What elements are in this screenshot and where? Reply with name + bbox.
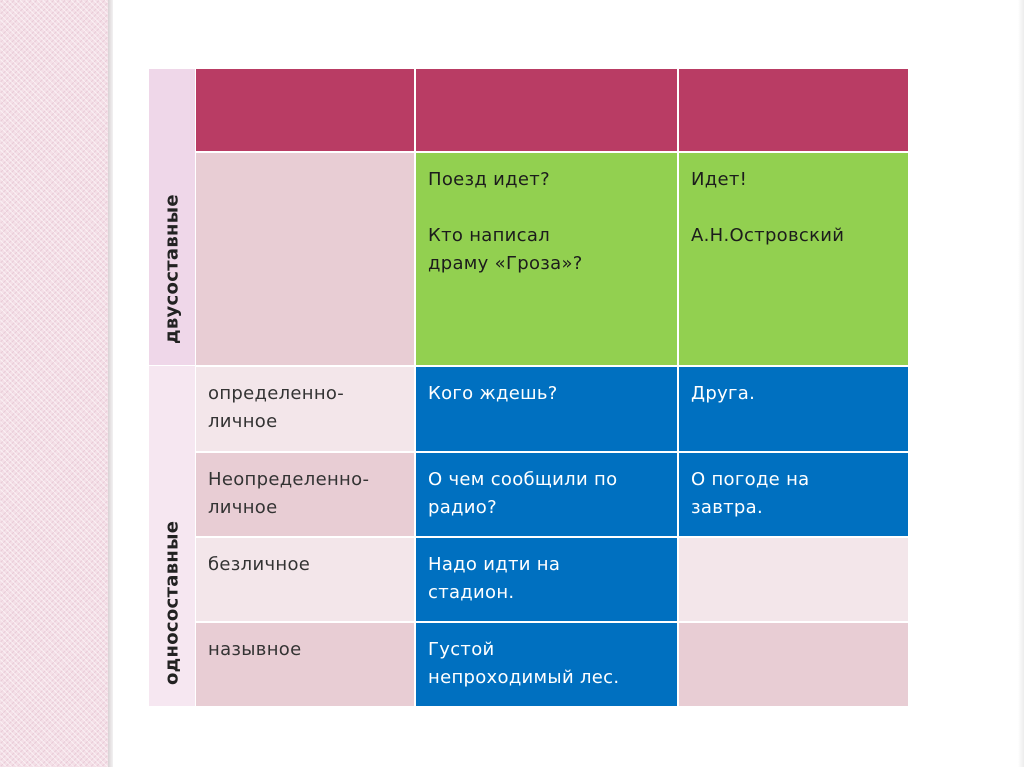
table-cell-type: безличное (196, 538, 414, 621)
header-cell-type (196, 69, 414, 151)
stripe-edge-divider (108, 0, 113, 767)
side-label-one-part: односоставные (161, 520, 183, 685)
table-cell-type: Неопределенно- личное (196, 453, 414, 536)
table-cell-question: Поезд идет? Кто написал драму «Гроза»? (416, 153, 677, 365)
table-cell-answer: Друга. (679, 367, 908, 451)
side-group-one-part (149, 366, 195, 706)
table-cell-type: определенно- личное (196, 367, 414, 451)
table-cell-question: О чем сообщили по радио? (416, 453, 677, 536)
slide-edge-shadow (1018, 0, 1024, 767)
table-cell-type: назывное (196, 623, 414, 706)
table-cell-answer (679, 623, 908, 706)
header-cell-answer (679, 69, 908, 151)
table-cell-question: Густой непроходимый лес. (416, 623, 677, 706)
table-cell-answer: О погоде на завтра. (679, 453, 908, 536)
side-group-two-part (149, 69, 195, 365)
side-label-two-part: двусоставные (161, 194, 183, 344)
header-cell-question (416, 69, 677, 151)
table-cell-question: Кого ждешь? (416, 367, 677, 451)
table-cell-answer (679, 538, 908, 621)
table-cell-question: Надо идти на стадион. (416, 538, 677, 621)
table-cell-answer: Идет! А.Н.Островский (679, 153, 908, 365)
decorative-side-stripe (0, 0, 108, 767)
table-cell-type (196, 153, 414, 365)
